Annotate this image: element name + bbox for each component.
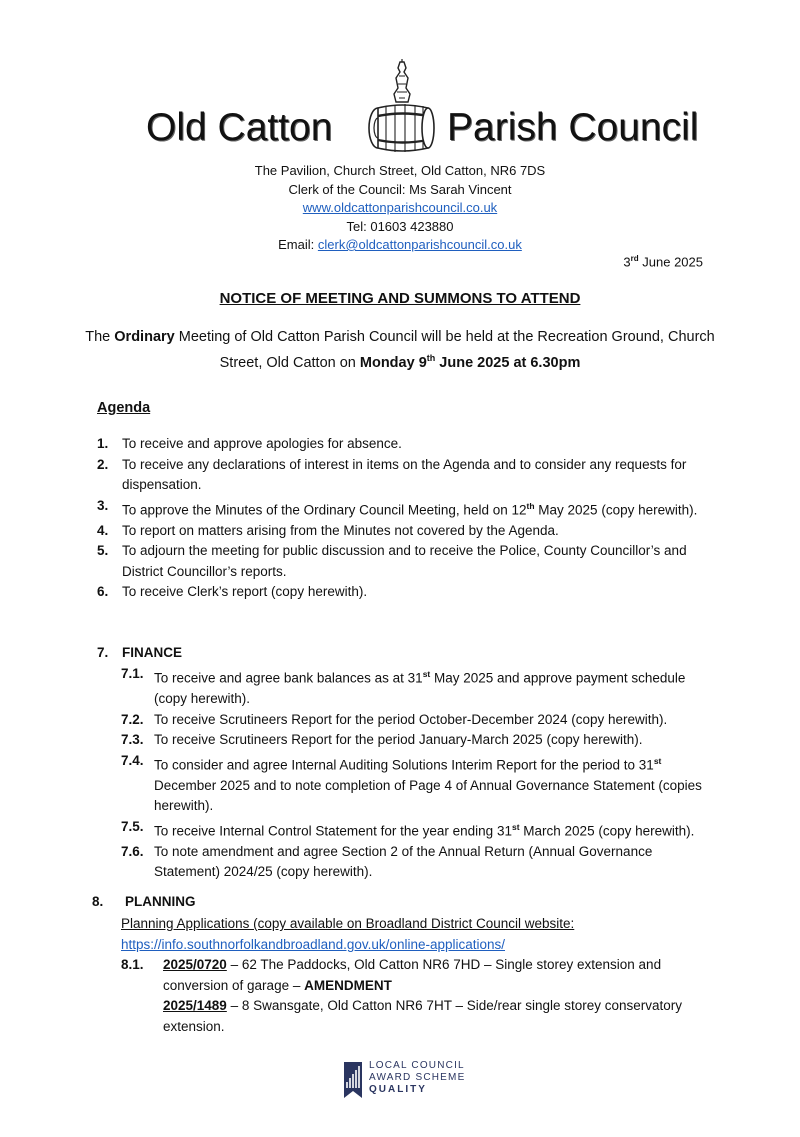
agenda-item: 6. To receive Clerk’s report (copy herewith).	[97, 584, 368, 599]
planning-list	[121, 955, 721, 1037]
planning-item: 8.1. 2025/0720 – 62 The Paddocks, Old Catton NR6 7HD – Single storey extension and conversion of garage – AMENDMENT 2025/1489 – 8 Swansgate, Old Catton NR6 7HT – Side/rear single storey conservatory extension.	[121, 955, 721, 1037]
agenda-item: 1. To receive and approve apologies for absence.	[97, 436, 402, 451]
planning-application: 2025/1489 – 8 Swansgate, Old Catton NR6 7HT – Side/rear single storey conservatory extension.	[163, 998, 683, 1034]
notice-title: NOTICE OF MEETING AND SUMMONS TO ATTEND	[219, 290, 581, 307]
finance-list	[121, 664, 711, 883]
council-name-right: Parish Council	[447, 106, 699, 149]
telephone-line: Tel: 01603 423880	[346, 218, 454, 234]
agenda-item: 4. To report on matters arising from the Minutes not covered by the Agenda.	[97, 522, 559, 538]
parish-crest-icon	[366, 58, 438, 158]
award-scheme-emblem-icon	[342, 1060, 364, 1100]
award-scheme-logo	[342, 1058, 492, 1108]
agenda-heading: Agenda	[97, 400, 151, 416]
finance-item: 7.5. To receive Internal Control Statement for the year ending 31st March 2025 (copy herewith).	[121, 818, 695, 838]
email-label: Email:	[278, 237, 318, 252]
letter-date: 3rd June 2025	[623, 254, 703, 270]
finance-item: 7.1. To receive and agree bank balances as at 31st May 2025 and approve payment schedule (copy herewith).	[121, 666, 686, 706]
finance-item: 7.6. To note amendment and agree Section 2 of the Annual Return (Annual Governance Statement) 2024/25 (copy herewith).	[121, 843, 653, 879]
planning-apps-label: Planning Applications (copy available on Broadland District Council website:	[121, 916, 575, 931]
award-scheme-text: LOCAL COUNCIL AWARD SCHEME QUALITY	[369, 1060, 466, 1095]
agenda-list	[97, 434, 717, 603]
planning-applications-note	[121, 914, 721, 955]
letterhead	[0, 58, 800, 158]
agenda-item: 3. To approve the Minutes of the Ordinary Council Meeting, held on 12th May 2025 (copy herewith).	[97, 497, 698, 517]
finance-item: 7.2. To receive Scrutineers Report for the period October-December 2024 (copy herewith).	[121, 711, 668, 727]
website-link[interactable]: www.oldcattonparishcouncil.co.uk	[302, 200, 498, 215]
finance-item: 7.4. To consider and agree Internal Auditing Solutions Interim Report for the period to 31st December 2025 and to note completion of Page 4 of Annual Governance Statement (copies herewith).	[121, 752, 702, 813]
address-line: The Pavilion, Church Street, Old Catton, NR6 7DS	[254, 163, 546, 178]
finance-heading: 7. FINANCE	[97, 645, 182, 660]
council-name-left: Old Catton	[146, 106, 333, 149]
agenda-item: 2. To receive any declarations of interest in items on the Agenda and to consider any requests for dispensation.	[97, 456, 687, 492]
planning-application: 2025/0720 – 62 The Paddocks, Old Catton NR6 7HD – Single storey extension and conversion of garage – AMENDMENT	[163, 957, 662, 993]
finance-item: 7.3. To receive Scrutineers Report for the period January-March 2025 (copy herewith).	[121, 732, 643, 747]
meeting-intro: The Ordinary Meeting of Old Catton Parish Council will be held at the Recreation Ground, Church Street, Old Catton on Monday 9th June 2025 at 6.30pm	[85, 329, 715, 371]
agenda-item: 5. To adjourn the meeting for public discussion and to receive the Police, County Councillor’s and District Councillor’s reports.	[97, 543, 687, 579]
planning-portal-link[interactable]: https://info.southnorfolkandbroadland.gov.uk/online-applications/	[121, 936, 506, 952]
address-block	[0, 162, 800, 255]
email-link[interactable]: clerk@oldcattonparishcouncil.co.uk	[317, 237, 522, 252]
planning-heading: 8. PLANNING	[92, 894, 196, 909]
clerk-line: Clerk of the Council: Ms Sarah Vincent	[288, 181, 512, 197]
